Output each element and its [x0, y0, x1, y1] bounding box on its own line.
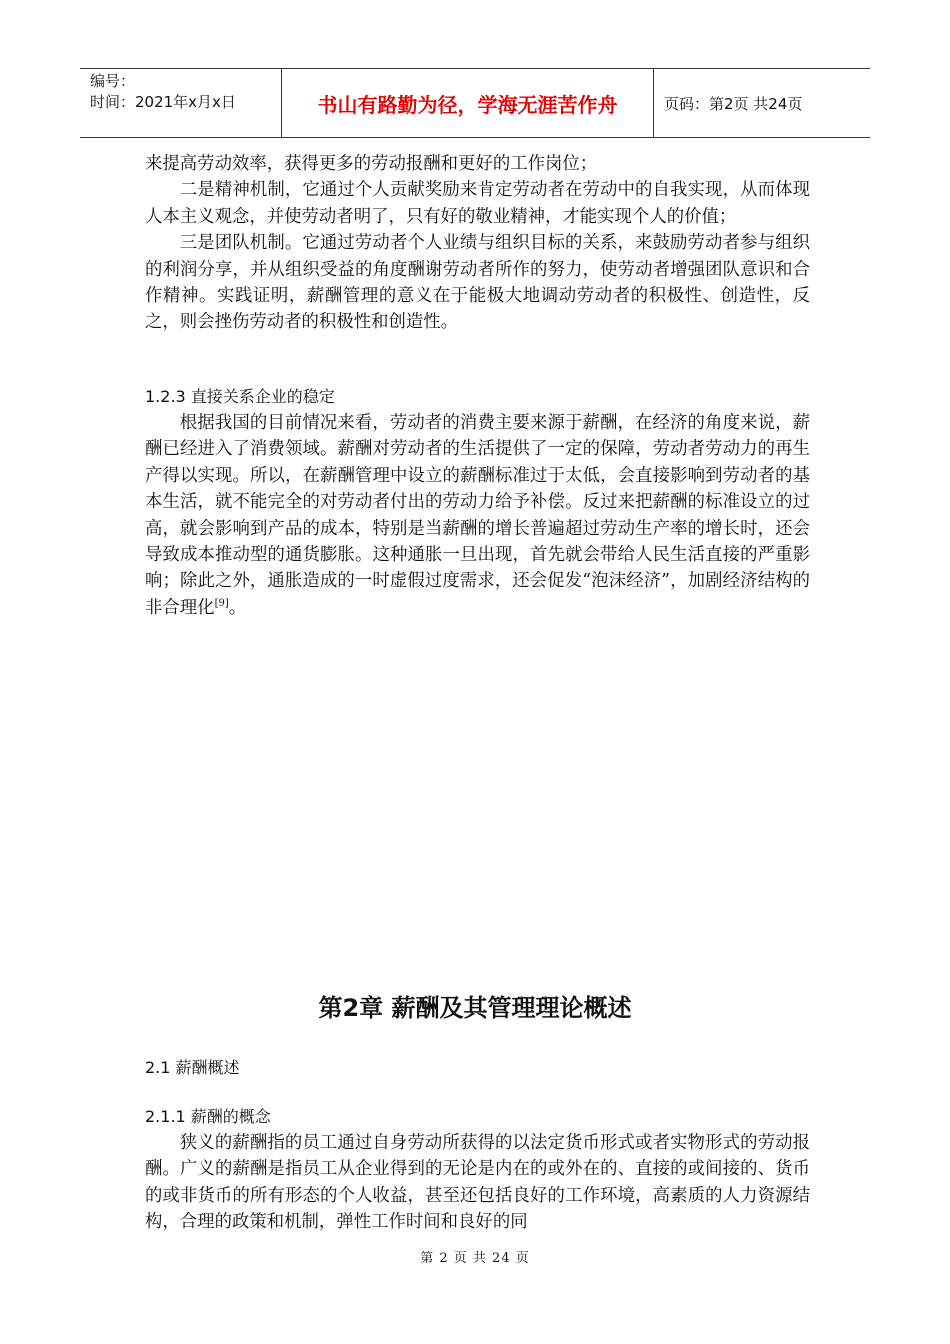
header-motto: 书山有路勤为径，学海无涯苦作舟 — [281, 69, 654, 137]
chapter-title: 第2章 薪酬及其管理理论概述 — [318, 994, 632, 1022]
section-heading: 2.1 薪酬概述 — [145, 1058, 240, 1077]
header-page-code: 页码：第2页 共24页 — [664, 94, 803, 113]
paragraph-continuation: 来提高劳动效率，获得更多的劳动报酬和更好的工作岗位； — [145, 154, 598, 174]
paragraph-end: 。 — [228, 597, 247, 618]
section-paragraph: 狭义的薪酬指的员工通过自身劳动所获得的以法定货币形式或者实物形式的劳动报酬。广义的薪酬是指员工从企业得到的无论是内在的或外在的、直接的或间接的、货币的或非货币的所有形态的个人收益，甚至还包括良好的工作环境，高素质的人力资源结构，合理的政策和机制，弹性工作时间和良好的同 — [145, 1133, 810, 1233]
section-2-1-1 — [145, 1104, 810, 1236]
section-1-2-3 — [145, 384, 810, 621]
paragraph-spiritual-mechanism: 二是精神机制，它通过个人贡献奖励来肯定劳动者在劳动中的自我实现，从而体现人本主义观念，并使劳动者明了，只有好的敬业精神，才能实现个人的价值； — [145, 180, 810, 227]
citation-marker: [9] — [214, 598, 229, 610]
section-paragraph — [145, 410, 810, 621]
page-footer: 第 2 页 共 24 页 — [420, 1251, 530, 1266]
paragraph-team-mechanism: 三是团队机制。它通过劳动者个人业绩与组织目标的关系，来鼓励劳动者参与组织的利润分享，并从组织受益的角度酬谢劳动者所作的努力，使劳动者增强团队意识和合作精神。实践证明，薪酬管理的意义在于能极大地调动劳动者的积极性、创造性，反之，则会挫伤劳动者的积极性和创造性。 — [145, 233, 810, 333]
body-block-1 — [145, 151, 810, 336]
section-2-1 — [145, 1055, 810, 1081]
section-paragraph-text: 根据我国的目前情况来看，劳动者的消费主要来源于薪酬，在经济的角度来说，薪酬已经进入了消费领域。薪酬对劳动者的生活提供了一定的保障，劳动者劳动力的再生产得以实现。所以，在薪酬管理中设立的薪酬标准过于太低，会直接影响到劳动者的基本生活，就不能完全的对劳动者付出的劳动力给予补偿。反过来把薪酬的标准设立的过高，就会影响到产品的成本，特别是当薪酬的增长普遍超过劳动生产率的增长时，还会导致成本推动型的通货膨胀。这种通胀一旦出现，首先就会带给人民生活直接的严重影响；除此之外，通胀造成的一时虚假过度需求，还会促发“泡沫经济”，加剧经济结构的非合理化 — [145, 413, 810, 618]
header-time-label: 时间：2021年x月x日 — [90, 93, 236, 111]
section-heading: 2.1.1 薪酬的概念 — [145, 1107, 271, 1126]
section-heading: 1.2.3 直接关系企业的稳定 — [145, 387, 335, 406]
header-meta — [80, 69, 281, 137]
page-header — [80, 68, 870, 138]
header-number-label: 编号： — [90, 72, 136, 90]
